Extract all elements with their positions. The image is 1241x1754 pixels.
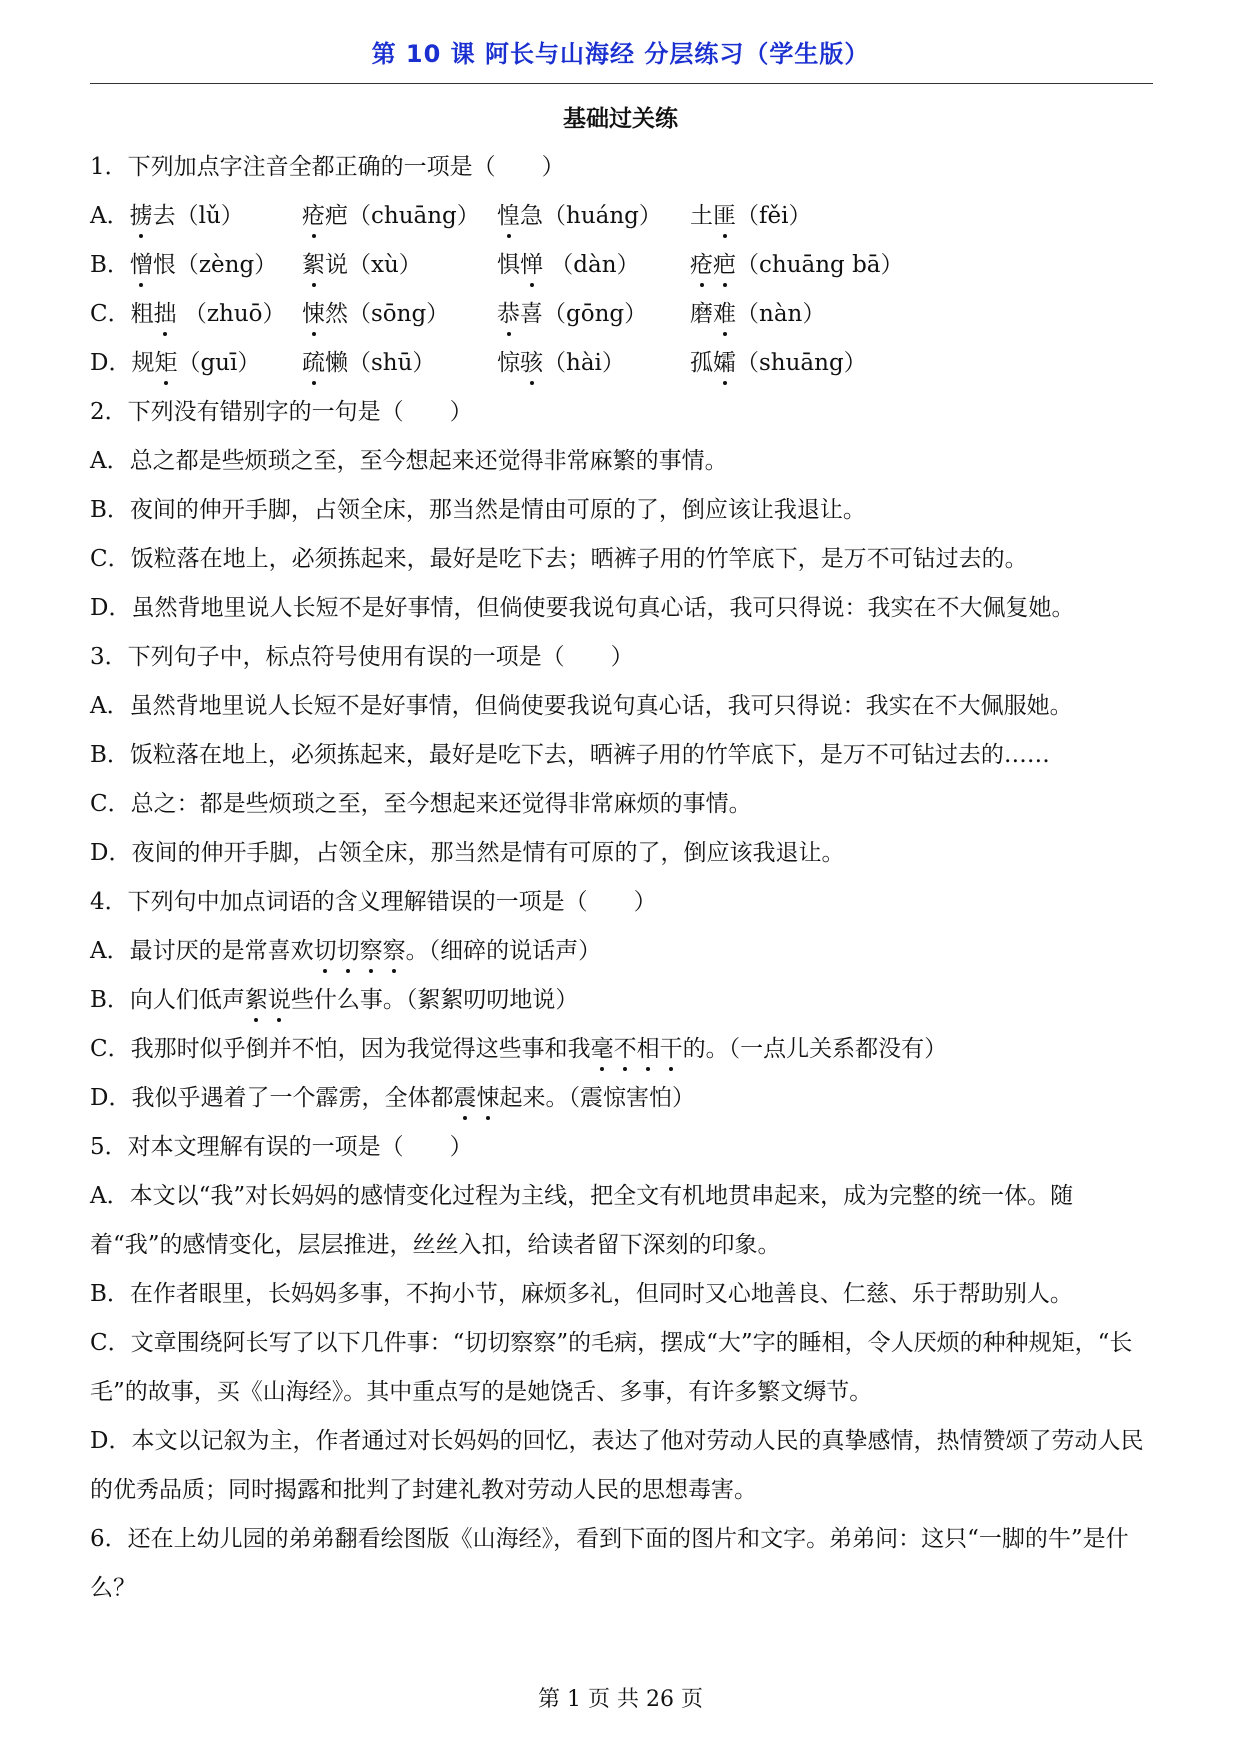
q5-option-d: D．本文以记叙为主，作者通过对长妈妈的回忆，表达了他对劳动人民的真挚感情，热情赞颂了劳动人民的优秀品质；同时揭露和批判了封建礼教对劳动人民的思想毒害。 bbox=[90, 1428, 1144, 1503]
q4-option bbox=[90, 976, 1153, 1025]
item-pinyin: 说（xù） bbox=[325, 252, 422, 278]
item-pinyin: （chuāng bā） bbox=[736, 252, 904, 278]
q1-option-item bbox=[690, 192, 811, 241]
item-pinyin: 然（sōng） bbox=[325, 301, 450, 327]
q1-option-row bbox=[90, 241, 1153, 290]
item-pinyin: 恨（zèng） bbox=[152, 252, 278, 278]
q1-option-row bbox=[90, 290, 1153, 339]
q6-stem: 6．还在上幼儿园的弟弟翻看绘图版《山海经》，看到下面的图片和文字。弟弟问：这只“一脚的牛”是什么？ bbox=[90, 1526, 1129, 1601]
dotted-phrase: 震悚 bbox=[453, 1085, 499, 1111]
q3-stem: 3．下列句子中，标点符号使用有误的一项是（ ） bbox=[90, 644, 634, 670]
option-text: 我似乎遇着了一个霹雳，全体都 bbox=[131, 1085, 454, 1111]
item-prefix: 磨 bbox=[690, 301, 713, 327]
item-pinyin: 去（lǔ） bbox=[152, 203, 244, 229]
q2-option-a: A．总之都是些烦琐之至，至今想起来还觉得非常麻繁的事情。 bbox=[90, 448, 728, 474]
dotted-char: 憎 bbox=[130, 252, 153, 278]
q1-option-item bbox=[497, 192, 662, 241]
q4-stem: 4．下列句中加点词语的含义理解错误的一项是（ ） bbox=[90, 889, 657, 915]
q1-option-item bbox=[302, 241, 422, 290]
q2-option-c: C．饭粒落在地上，必须拣起来，最好是吃下去；晒裤子用的竹竿底下，是万不可钻过去的。 bbox=[90, 546, 1028, 572]
q3-option-c: C．总之：都是些烦琐之至，至今想起来还觉得非常麻烦的事情。 bbox=[90, 791, 752, 817]
q2-option-b: B．夜间的伸开手脚，占领全床，那当然是情由可原的了，倒应该让我退让。 bbox=[90, 497, 866, 523]
q1-option-row bbox=[90, 339, 1153, 388]
q1-option-item bbox=[497, 339, 625, 388]
option-label: D． bbox=[90, 1085, 132, 1111]
option-label: C． bbox=[90, 1036, 131, 1062]
dotted-char: 匪 bbox=[713, 203, 736, 229]
dotted-char: 拙 bbox=[154, 301, 177, 327]
q1-option-item bbox=[690, 290, 825, 339]
item-pinyin: （shuāng） bbox=[736, 350, 867, 376]
item-prefix: 粗 bbox=[130, 301, 154, 327]
header-divider bbox=[90, 83, 1153, 84]
item-prefix: 惊 bbox=[497, 350, 520, 376]
item-pinyin: 急（huáng） bbox=[520, 203, 662, 229]
q3-option-b: B．饭粒落在地上，必须拣起来，最好是吃下去，晒裤子用的竹竿底下，是万不可钻过去的…… bbox=[90, 742, 1050, 768]
option-text: 最讨厌的是常喜欢 bbox=[129, 938, 314, 964]
q5-stem: 5．对本文理解有误的一项是（ ） bbox=[90, 1134, 473, 1160]
option-text: 的。（一点儿关系都没有） bbox=[682, 1036, 948, 1062]
dotted-char: 疮 bbox=[302, 203, 325, 229]
item-pinyin: （hài） bbox=[543, 350, 625, 376]
option-text: 。（细碎的说话声） bbox=[405, 938, 602, 964]
dotted-char: 恭 bbox=[497, 301, 520, 327]
option-label: B． bbox=[90, 987, 130, 1013]
item-prefix: 土 bbox=[690, 203, 713, 229]
option-label: C． bbox=[90, 301, 131, 327]
dotted-char: 惶 bbox=[497, 203, 520, 229]
q1-option-item bbox=[302, 192, 480, 241]
item-pinyin: （zhuō） bbox=[176, 301, 286, 327]
option-label: D． bbox=[90, 350, 132, 376]
q1-option-item bbox=[302, 290, 449, 339]
q3-option-d: D．夜间的伸开手脚，占领全床，那当然是情有可原的了，倒应该我退让。 bbox=[90, 840, 845, 866]
q1-option-item bbox=[497, 290, 647, 339]
option-label: A． bbox=[90, 203, 130, 229]
q4-option bbox=[90, 927, 1153, 976]
page-footer: 第 1 页 共 26 页 bbox=[538, 1687, 703, 1712]
dotted-char: 疏 bbox=[302, 350, 325, 376]
item-pinyin: 懒（shū） bbox=[325, 350, 436, 376]
item-pinyin: （guī） bbox=[177, 350, 261, 376]
option-text: 我那时似乎倒并不怕，因为我觉得这些事和我 bbox=[130, 1036, 591, 1062]
dotted-char: 絮 bbox=[302, 252, 325, 278]
q1-option-item bbox=[90, 339, 260, 388]
q5-option-c: C．文章围绕阿长写了以下几件事：“切切察察”的毛病，摆成“大”字的睡相，令人厌烦的种种规矩，“长毛”的故事，买《山海经》。其中重点写的是她饶舌、多事，有许多繁文缛节。 bbox=[90, 1330, 1133, 1405]
item-pinyin: 喜（gōng） bbox=[520, 301, 648, 327]
dotted-char: 掳 bbox=[130, 203, 153, 229]
item-prefix: 规 bbox=[131, 350, 155, 376]
dotted-char: 骇 bbox=[520, 350, 543, 376]
dotted-char: 孀 bbox=[713, 350, 736, 376]
option-label: B． bbox=[90, 252, 130, 278]
item-pinyin: （nàn） bbox=[736, 301, 826, 327]
dotted-char: 悚 bbox=[302, 301, 325, 327]
q4-options bbox=[90, 927, 1153, 1123]
q3-option-a: A．虽然背地里说人长短不是好事情，但倘使要我说句真心话，我可只得说：我实在不大佩服她。 bbox=[90, 693, 1073, 719]
q1-option-item bbox=[690, 339, 867, 388]
dotted-char: 疮疤 bbox=[690, 252, 736, 278]
q1-option-item bbox=[497, 241, 640, 290]
section-title: 基础过关练 bbox=[563, 106, 678, 132]
option-label: A． bbox=[90, 938, 130, 964]
q1-option-item bbox=[302, 339, 435, 388]
option-text: 些什么事。（絮絮叨叨地说） bbox=[290, 987, 579, 1013]
q5-option-a: A．本文以“我”对长妈妈的感情变化过程为主线，把全文有机地贯串起来，成为完整的统一体。随着“我”的感情变化，层层推进，丝丝入扣，给读者留下深刻的印象。 bbox=[90, 1183, 1074, 1258]
dotted-char: 惮 bbox=[520, 252, 543, 278]
dotted-phrase: 切切察察 bbox=[314, 938, 406, 964]
item-pinyin: （fěi） bbox=[736, 203, 812, 229]
q4-option bbox=[90, 1074, 1153, 1123]
dotted-char: 难 bbox=[713, 301, 736, 327]
q2-option-d: D．虽然背地里说人长短不是好事情，但倘使要我说句真心话，我可只得说：我实在不大佩复她。 bbox=[90, 595, 1075, 621]
item-prefix: 惧 bbox=[497, 252, 520, 278]
q2-stem: 2．下列没有错别字的一句是（ ） bbox=[90, 399, 473, 425]
item-prefix: 孤 bbox=[690, 350, 713, 376]
q1-option-item bbox=[90, 192, 244, 241]
q4-option bbox=[90, 1025, 1153, 1074]
q1-option-item bbox=[690, 241, 904, 290]
q1-option-item bbox=[90, 290, 286, 339]
item-pinyin: （dàn） bbox=[543, 252, 640, 278]
q1-stem: 1．下列加点字注音全都正确的一项是（ ） bbox=[90, 154, 565, 180]
header-title: 第 10 课 阿长与山海经 分层练习（学生版） bbox=[371, 40, 870, 68]
option-text: 起来。（震惊害怕） bbox=[499, 1085, 695, 1111]
q1-option-item bbox=[90, 241, 277, 290]
dotted-phrase: 毫不相干 bbox=[591, 1036, 683, 1062]
dotted-phrase: 絮说 bbox=[245, 987, 291, 1013]
q1-option-row bbox=[90, 192, 1153, 241]
option-text: 向人们低声 bbox=[129, 987, 245, 1013]
item-pinyin: 疤（chuāng） bbox=[325, 203, 480, 229]
q1-options bbox=[90, 192, 1153, 388]
q5-option-b: B．在作者眼里，长妈妈多事，不拘小节，麻烦多礼，但同时又心地善良、仁慈、乐于帮助别人。 bbox=[90, 1281, 1073, 1307]
document-body bbox=[90, 143, 1153, 1613]
dotted-char: 矩 bbox=[154, 350, 177, 376]
